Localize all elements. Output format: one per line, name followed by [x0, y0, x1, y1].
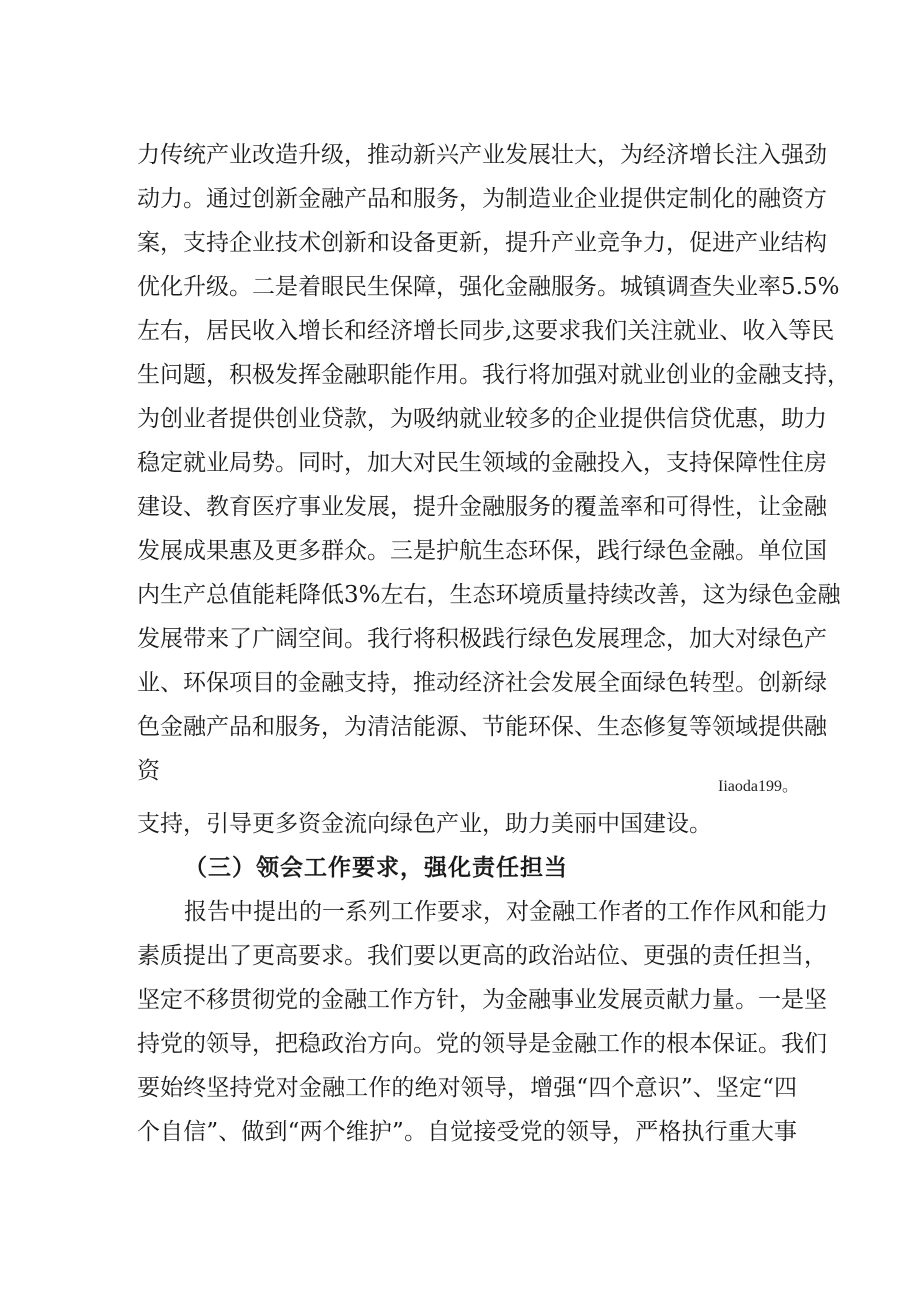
body-text-line: 业、环保项目的金融支持，推动经济社会发展全面绿色转型。创新绿 [137, 670, 827, 696]
body-text-line: 稳定就业局势。同时，加大对民生领域的金融投入，支持保障性住房 [137, 450, 827, 476]
body-text-line: 优化升级。二是着眼民生保障，强化金融服务。城镇调查失业率5.5% [137, 274, 840, 300]
body-text-line: 建设、教育医疗事业发展，提升金融服务的覆盖率和可得性，让金融 [137, 494, 827, 520]
body-text-line: 力传统产业改造升级，推动新兴产业发展壮大，为经济增长注入强劲 [137, 142, 827, 168]
body-text-line: 个自信”、做到“两个维护”。自觉接受党的领导，严格执行重大事 [137, 1119, 797, 1145]
body-text-line: 内生产总值能耗降低3%左右，生态环境质量持续改善，这为绿色金融 [137, 582, 841, 608]
body-text-line: 持党的领导，把稳政治方向。党的领导是金融工作的根本保证。我们 [137, 1031, 827, 1057]
body-text-line: 左右，居民收入增长和经济增长同步,这要求我们关注就业、收入等民 [137, 318, 835, 344]
body-text-line: 动力。通过创新金融产品和服务，为制造业企业提供定制化的融资方 [137, 186, 827, 212]
watermark-text: Iiaoda199。 [718, 778, 798, 795]
body-text-line: 素质提出了更高要求。我们要以更高的政治站位、更强的责任担当， [137, 943, 827, 969]
body-text-line: 坚定不移贯彻党的金融工作方针，为金融事业发展贡献力量。一是坚 [137, 987, 827, 1013]
body-text-line: 支持，引导更多资金流向绿色产业，助力美丽中国建设。 [137, 811, 712, 837]
body-text-line: 要始终坚持党对金融工作的绝对领导，增强“四个意识”、坚定“四 [137, 1075, 797, 1101]
body-text-line: 生问题，积极发挥金融职能作用。我行将加强对就业创业的金融支持， [137, 362, 850, 388]
body-text-line: 发展带来了广阔空间。我行将积极践行绿色发展理念，加大对绿色产 [137, 626, 827, 652]
body-text-line: 案，支持企业技术创新和设备更新，提升产业竞争力，促进产业结构 [137, 230, 827, 256]
body-text-line: 发展成果惠及更多群众。三是护航生态环保，践行绿色金融。单位国 [137, 538, 827, 564]
body-text-line: 为创业者提供创业贷款，为吸纳就业较多的企业提供信贷优惠，助力 [137, 406, 827, 432]
section-heading: （三）领会工作要求，强化责任担当 [184, 854, 568, 881]
body-text-line: 资 [137, 758, 160, 784]
body-text-line: 色金融产品和服务，为清洁能源、节能环保、生态修复等领域提供融 [137, 714, 827, 740]
body-text-line: 报告中提出的一系列工作要求，对金融工作者的工作作风和能力 [184, 899, 828, 925]
